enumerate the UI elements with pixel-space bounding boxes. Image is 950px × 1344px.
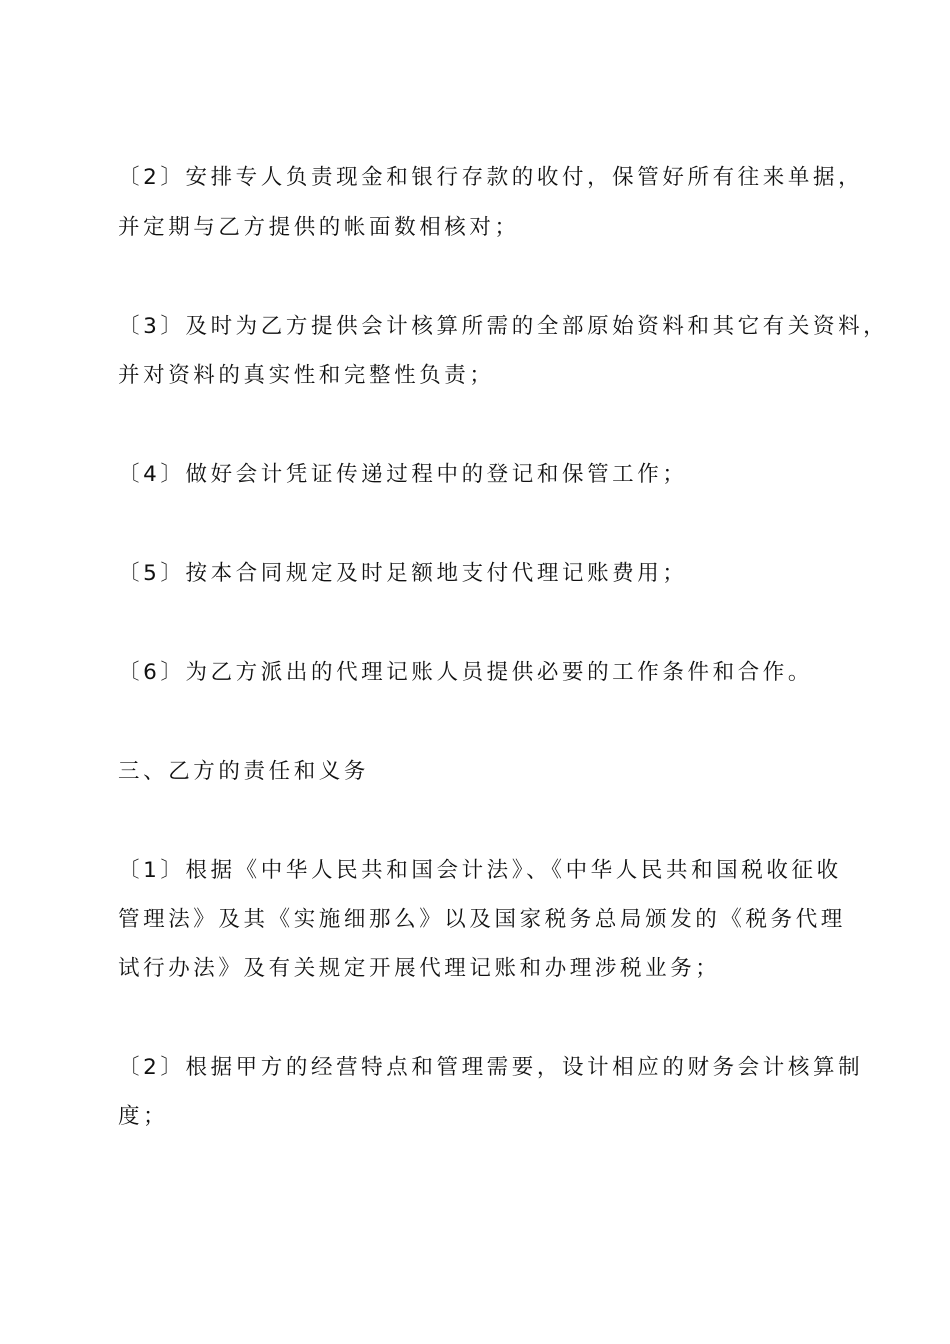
- duty-1-line-2: 管理法》及其《实施细那么》以及国家税务总局颁发的《税务代理: [118, 907, 846, 932]
- item-5-line: 〔5〕按本合同规定及时足额地支付代理记账费用；: [118, 561, 688, 586]
- item-2-line-2: 并定期与乙方提供的帐面数相核对；: [118, 215, 520, 240]
- item-3-line-1: 〔3〕及时为乙方提供会计核算所需的全部原始资料和其它有关资料，: [118, 314, 889, 339]
- item-3-line-2: 并对资料的真实性和完整性负责；: [118, 363, 495, 388]
- duty-1-line-1: 〔1〕根据《中华人民共和国会计法》、《中华人民共和国税收征收: [118, 858, 842, 883]
- item-4-line: 〔4〕做好会计凭证传递过程中的登记和保管工作；: [118, 462, 688, 487]
- duty-2-line-2: 度；: [118, 1104, 169, 1129]
- duty-1-line-3: 试行办法》及有关规定开展代理记账和办理涉税业务；: [118, 956, 721, 981]
- item-6-line: 〔6〕为乙方派出的代理记账人员提供必要的工作条件和合作。: [118, 660, 813, 685]
- duty-2-line-1: 〔2〕根据甲方的经营特点和管理需要，设计相应的财务会计核算制: [118, 1055, 864, 1080]
- item-2-line-1: 〔2〕安排专人负责现金和银行存款的收付，保管好所有往来单据，: [118, 165, 864, 190]
- section-heading: 三、乙方的责任和义务: [118, 759, 370, 784]
